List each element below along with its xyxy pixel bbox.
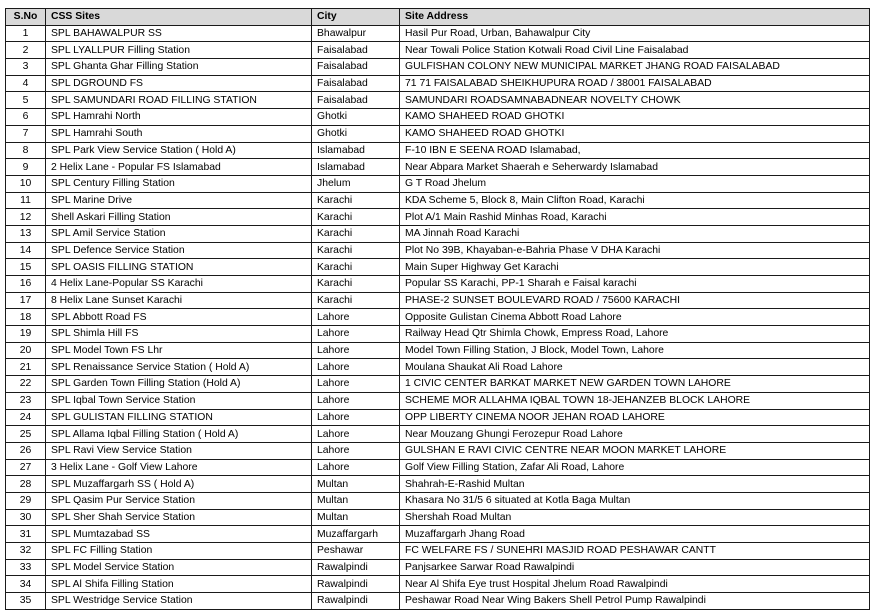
- cell-site: SPL Iqbal Town Service Station: [46, 392, 312, 409]
- cell-sno: 11: [6, 192, 46, 209]
- cell-address: Near Mouzang Ghungi Ferozepur Road Lahore: [400, 426, 870, 443]
- cell-address: GULFISHAN COLONY NEW MUNICIPAL MARKET JHANG ROAD FAISALABAD: [400, 59, 870, 76]
- table-row: [6, 225, 870, 242]
- cell-sno: 7: [6, 125, 46, 142]
- cell-address: Golf View Filling Station, Zafar Ali Road, Lahore: [400, 459, 870, 476]
- table-row: [6, 42, 870, 59]
- cell-site: SPL Al Shifa Filling Station: [46, 576, 312, 593]
- cell-city: Rawalpindi: [312, 593, 400, 610]
- cell-sno: 2: [6, 42, 46, 59]
- cell-address: 1 CIVIC CENTER BARKAT MARKET NEW GARDEN TOWN LAHORE: [400, 376, 870, 393]
- table-row: [6, 342, 870, 359]
- cell-sno: 5: [6, 92, 46, 109]
- cell-city: Faisalabad: [312, 42, 400, 59]
- cell-city: Islamabad: [312, 142, 400, 159]
- cell-city: Islamabad: [312, 159, 400, 176]
- cell-city: Karachi: [312, 225, 400, 242]
- cell-site: SPL Amil Service Station: [46, 225, 312, 242]
- table-row: [6, 109, 870, 126]
- cell-site: SPL Marine Drive: [46, 192, 312, 209]
- cell-site: 4 Helix Lane-Popular SS Karachi: [46, 276, 312, 293]
- cell-site: SPL LYALLPUR Filling Station: [46, 42, 312, 59]
- cell-site: SPL Park View Service Station ( Hold A): [46, 142, 312, 159]
- table-body: [6, 25, 870, 609]
- cell-sno: 8: [6, 142, 46, 159]
- cell-site: SPL Model Town FS Lhr: [46, 342, 312, 359]
- table-row: [6, 593, 870, 610]
- table-row: [6, 125, 870, 142]
- cell-city: Rawalpindi: [312, 559, 400, 576]
- cell-sno: 4: [6, 75, 46, 92]
- table-row: [6, 543, 870, 560]
- table-row: [6, 25, 870, 42]
- cell-address: MA Jinnah Road Karachi: [400, 225, 870, 242]
- cell-site: SPL Renaissance Service Station ( Hold A): [46, 359, 312, 376]
- cell-address: PHASE-2 SUNSET BOULEVARD ROAD / 75600 KARACHI: [400, 292, 870, 309]
- cell-sno: 26: [6, 442, 46, 459]
- cell-sno: 18: [6, 309, 46, 326]
- cell-site: 3 Helix Lane - Golf View Lahore: [46, 459, 312, 476]
- cell-city: Lahore: [312, 376, 400, 393]
- cell-sno: 10: [6, 175, 46, 192]
- table-row: [6, 426, 870, 443]
- cell-sno: 13: [6, 225, 46, 242]
- table-row: [6, 75, 870, 92]
- cell-site: SPL Shimla Hill FS: [46, 326, 312, 343]
- cell-sno: 6: [6, 109, 46, 126]
- table-row: [6, 92, 870, 109]
- cell-site: SPL Muzaffargarh SS ( Hold A): [46, 476, 312, 493]
- table-row: [6, 459, 870, 476]
- cell-site: SPL Sher Shah Service Station: [46, 509, 312, 526]
- cell-address: Plot No 39B, Khayaban-e-Bahria Phase V DHA Karachi: [400, 242, 870, 259]
- header-sno: S.No: [6, 9, 46, 26]
- cell-city: Karachi: [312, 276, 400, 293]
- cell-sno: 33: [6, 559, 46, 576]
- cell-sno: 3: [6, 59, 46, 76]
- table-row: [6, 326, 870, 343]
- cell-city: Karachi: [312, 209, 400, 226]
- table-row: [6, 242, 870, 259]
- table-row: [6, 309, 870, 326]
- table-row: [6, 509, 870, 526]
- cell-city: Karachi: [312, 292, 400, 309]
- table-row: [6, 526, 870, 543]
- table-row: [6, 292, 870, 309]
- table-row: [6, 175, 870, 192]
- cell-sno: 14: [6, 242, 46, 259]
- cell-address: Near Towali Police Station Kotwali Road Civil Line Faisalabad: [400, 42, 870, 59]
- cell-address: FC WELFARE FS / SUNEHRI MASJID ROAD PESHAWAR CANTT: [400, 543, 870, 560]
- cell-site: SPL Model Service Station: [46, 559, 312, 576]
- cell-site: SPL GULISTAN FILLING STATION: [46, 409, 312, 426]
- header-address: Site Address: [400, 9, 870, 26]
- cell-site: SPL FC Filling Station: [46, 543, 312, 560]
- table-row: [6, 576, 870, 593]
- cell-city: Lahore: [312, 359, 400, 376]
- cell-sno: 1: [6, 25, 46, 42]
- table-row: [6, 392, 870, 409]
- cell-sno: 19: [6, 326, 46, 343]
- header-site: CSS Sites: [46, 9, 312, 26]
- cell-address: SCHEME MOR ALLAHMA IQBAL TOWN 18-JEHANZEB BLOCK LAHORE: [400, 392, 870, 409]
- cell-city: Lahore: [312, 459, 400, 476]
- cell-sno: 32: [6, 543, 46, 560]
- cell-city: Bhawalpur: [312, 25, 400, 42]
- cell-city: Multan: [312, 509, 400, 526]
- table-header: [6, 9, 870, 26]
- cell-address: G T Road Jhelum: [400, 175, 870, 192]
- cell-city: Lahore: [312, 442, 400, 459]
- cell-city: Jhelum: [312, 175, 400, 192]
- cell-sno: 34: [6, 576, 46, 593]
- cell-sno: 21: [6, 359, 46, 376]
- cell-city: Lahore: [312, 392, 400, 409]
- cell-address: Railway Head Qtr Shimla Chowk, Empress Road, Lahore: [400, 326, 870, 343]
- cell-sno: 16: [6, 276, 46, 293]
- cell-city: Ghotki: [312, 109, 400, 126]
- cell-address: OPP LIBERTY CINEMA NOOR JEHAN ROAD LAHORE: [400, 409, 870, 426]
- table-row: [6, 442, 870, 459]
- cell-city: Karachi: [312, 192, 400, 209]
- cell-site: SPL Qasim Pur Service Station: [46, 492, 312, 509]
- table-row: [6, 192, 870, 209]
- cell-sno: 9: [6, 159, 46, 176]
- cell-address: F-10 IBN E SEENA ROAD Islamabad,: [400, 142, 870, 159]
- cell-sno: 29: [6, 492, 46, 509]
- cell-address: Muzaffargarh Jhang Road: [400, 526, 870, 543]
- table-row: [6, 476, 870, 493]
- cell-site: Shell Askari Filling Station: [46, 209, 312, 226]
- cell-site: 2 Helix Lane - Popular FS Islamabad: [46, 159, 312, 176]
- cell-site: SPL Westridge Service Station: [46, 593, 312, 610]
- cell-sno: 30: [6, 509, 46, 526]
- cell-sno: 22: [6, 376, 46, 393]
- cell-address: Shahrah-E-Rashid Multan: [400, 476, 870, 493]
- cell-city: Lahore: [312, 426, 400, 443]
- cell-city: Faisalabad: [312, 59, 400, 76]
- cell-address: Peshawar Road Near Wing Bakers Shell Petrol Pump Rawalpindi: [400, 593, 870, 610]
- cell-address: Popular SS Karachi, PP-1 Sharah e Faisal karachi: [400, 276, 870, 293]
- cell-sno: 31: [6, 526, 46, 543]
- table-row: [6, 259, 870, 276]
- cell-address: KAMO SHAHEED ROAD GHOTKI: [400, 125, 870, 142]
- cell-address: Khasara No 31/5 6 situated at Kotla Baga Multan: [400, 492, 870, 509]
- cell-site: SPL Allama Iqbal Filling Station ( Hold A): [46, 426, 312, 443]
- table-row: [6, 209, 870, 226]
- cell-address: Moulana Shaukat Ali Road Lahore: [400, 359, 870, 376]
- cell-address: GULSHAN E RAVI CIVIC CENTRE NEAR MOON MARKET LAHORE: [400, 442, 870, 459]
- cell-city: Lahore: [312, 342, 400, 359]
- cell-address: Shershah Road Multan: [400, 509, 870, 526]
- cell-city: Lahore: [312, 309, 400, 326]
- cell-site: SPL SAMUNDARI ROAD FILLING STATION: [46, 92, 312, 109]
- cell-city: Karachi: [312, 259, 400, 276]
- cell-city: Lahore: [312, 326, 400, 343]
- cell-city: Muzaffargarh: [312, 526, 400, 543]
- cell-sno: 24: [6, 409, 46, 426]
- cell-site: SPL DGROUND FS: [46, 75, 312, 92]
- cell-site: SPL OASIS FILLING STATION: [46, 259, 312, 276]
- css-sites-document: [5, 8, 869, 610]
- table-row: [6, 159, 870, 176]
- cell-address: Near Abpara Market Shaerah e Seherwardy Islamabad: [400, 159, 870, 176]
- cell-address: Hasil Pur Road, Urban, Bahawalpur City: [400, 25, 870, 42]
- cell-site: SPL Mumtazabad SS: [46, 526, 312, 543]
- cell-sno: 23: [6, 392, 46, 409]
- cell-site: SPL Century Filling Station: [46, 175, 312, 192]
- cell-sno: 17: [6, 292, 46, 309]
- cell-city: Rawalpindi: [312, 576, 400, 593]
- cell-site: 8 Helix Lane Sunset Karachi: [46, 292, 312, 309]
- table-row: [6, 409, 870, 426]
- table-row: [6, 559, 870, 576]
- cell-sno: 28: [6, 476, 46, 493]
- cell-address: Panjsarkee Sarwar Road Rawalpindi: [400, 559, 870, 576]
- css-sites-table: [5, 8, 870, 610]
- cell-city: Karachi: [312, 242, 400, 259]
- cell-address: Near Al Shifa Eye trust Hospital Jhelum Road Rawalpindi: [400, 576, 870, 593]
- cell-city: Multan: [312, 476, 400, 493]
- table-row: [6, 142, 870, 159]
- cell-city: Multan: [312, 492, 400, 509]
- table-row: [6, 276, 870, 293]
- cell-sno: 20: [6, 342, 46, 359]
- cell-address: KAMO SHAHEED ROAD GHOTKI: [400, 109, 870, 126]
- cell-city: Lahore: [312, 409, 400, 426]
- cell-city: Peshawar: [312, 543, 400, 560]
- cell-site: SPL Abbott Road FS: [46, 309, 312, 326]
- cell-sno: 15: [6, 259, 46, 276]
- cell-city: Ghotki: [312, 125, 400, 142]
- table-row: [6, 59, 870, 76]
- table-row: [6, 492, 870, 509]
- cell-address: 71 71 FAISALABAD SHEIKHUPURA ROAD / 38001 FAISALABAD: [400, 75, 870, 92]
- cell-sno: 27: [6, 459, 46, 476]
- cell-sno: 35: [6, 593, 46, 610]
- cell-site: SPL Defence Service Station: [46, 242, 312, 259]
- cell-site: SPL Ravi View Service Station: [46, 442, 312, 459]
- cell-city: Faisalabad: [312, 75, 400, 92]
- cell-site: SPL BAHAWALPUR SS: [46, 25, 312, 42]
- cell-site: SPL Hamrahi North: [46, 109, 312, 126]
- cell-address: SAMUNDARI ROADSAMNABADNEAR NOVELTY CHOWK: [400, 92, 870, 109]
- header-city: City: [312, 9, 400, 26]
- cell-address: Main Super Highway Get Karachi: [400, 259, 870, 276]
- cell-address: KDA Scheme 5, Block 8, Main Clifton Road, Karachi: [400, 192, 870, 209]
- cell-site: SPL Hamrahi South: [46, 125, 312, 142]
- table-row: [6, 359, 870, 376]
- cell-site: SPL Garden Town Filling Station (Hold A): [46, 376, 312, 393]
- cell-sno: 12: [6, 209, 46, 226]
- cell-address: Model Town Filling Station, J Block, Model Town, Lahore: [400, 342, 870, 359]
- header-row: [6, 9, 870, 26]
- cell-site: SPL Ghanta Ghar Filling Station: [46, 59, 312, 76]
- cell-city: Faisalabad: [312, 92, 400, 109]
- cell-sno: 25: [6, 426, 46, 443]
- table-row: [6, 376, 870, 393]
- cell-address: Plot A/1 Main Rashid Minhas Road, Karachi: [400, 209, 870, 226]
- cell-address: Opposite Gulistan Cinema Abbott Road Lahore: [400, 309, 870, 326]
